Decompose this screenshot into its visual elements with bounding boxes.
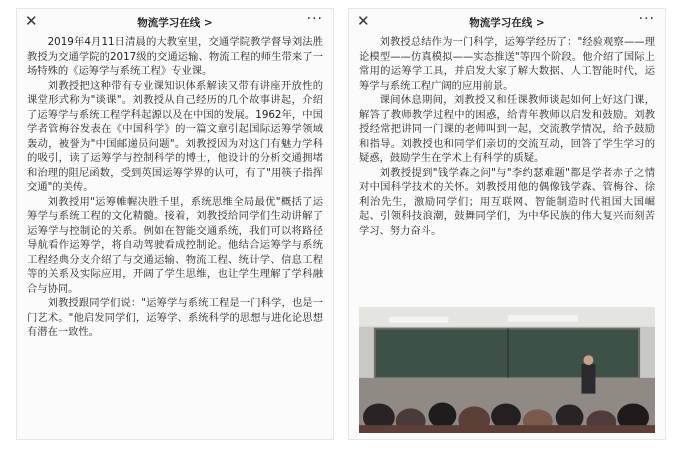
classroom-photo — [359, 307, 655, 433]
paragraph: 2019年4月11日清晨的大教室里，交通学院教学督导刘法胜教授为交通学院的2017级的交通运输、物流工程的师生带来了一场特殊的《运筹学与系统工程》专业课。 — [27, 36, 323, 77]
page-title[interactable]: 物流学习在线 > — [137, 17, 213, 29]
article-body — [349, 35, 665, 238]
right-top-bar — [349, 9, 665, 35]
right-article-panel — [348, 8, 666, 440]
more-options-icon[interactable]: ··· — [306, 11, 323, 27]
paragraph: 刘教授总结作为一门科学，运筹学经历了："经验观察——理论模型——仿真模拟——实态推送"等四个阶段。他介绍了国际上常用的运筹学工具，并启发大家了解大数据、人工智能时代，运筹学与系统工程广阔的应用前景。 — [359, 36, 655, 92]
paragraph: 刘教授用"运筹帷幄决胜千里，系统思维全局最优"概括了运筹学与系统工程的文化精髓。接着，刘教授给同学们生动讲解了运筹学与控制论的关系。例如在智能交通系统，我们可以将路径导航看作运筹学，将自动驾驶看成控制论。他结合运筹学与系统工程经典分支介绍了与交通运输、物流工程、统计学、信息工程等的关系及实际应用，开阔了学生思维，也让学生理解了学科融合与协同。 — [27, 195, 323, 295]
paragraph: 刘教授跟同学们说："运筹学与系统工程是一门科学，也是一门艺术。"他启发同学们，运筹学、系统科学的思想与进化论思想有潜在一致性。 — [27, 297, 323, 338]
left-top-bar — [17, 9, 333, 35]
page-title[interactable]: 物流学习在线 > — [469, 17, 545, 29]
more-options-icon[interactable]: ··· — [638, 11, 655, 27]
close-icon[interactable]: ✕ — [25, 12, 38, 30]
article-body — [17, 35, 333, 340]
classroom-photo-image — [359, 307, 655, 433]
paragraph: 课间休息期间，刘教授又和任课教师谈起如何上好这门课，解答了教师教学过程中的困惑，给青年教师以启发和鼓励。刘教授经常把讲同一门课的老师叫到一起，交流教学情况，给予鼓励和指导。刘教授也和同学们亲切的交流互动，回答了学生学习的疑惑，鼓励学生在学术上有科学的质疑。 — [359, 94, 655, 164]
paragraph: 刘教授提到"钱学森之问"与"李约瑟难题"都是学者赤子之情对中国科学技术的关怀。刘教授用他的偶像钱学森、管梅谷、徐利治先生，激励同学们；用互联网、智能制造时代祖国大国崛起、引领科技浪潮，鼓舞同学们，为中华民族的伟大复兴而刻苦学习、努力奋斗。 — [359, 166, 655, 237]
close-icon[interactable]: ✕ — [357, 12, 370, 30]
left-article-panel — [16, 8, 334, 440]
paragraph: 刘教授把这种带有专业课知识体系解读又带有讲座开放性的课堂形式称为"谈课"。刘教授从自己经历的几个故事讲起，介绍了运筹学与系统工程学科起源以及在中国的发展。1962年，中国学者管梅谷发表在《中国科学》的一篇文章引起国际运筹学领域轰动，被誉为"中国邮递员问题"。刘教授因为对这门有魅力学科的吸引，读了运筹学与控制科学的博士，他设计的分析交通拥堵和治理的阻尼函数，受到英国运筹学界的认可，有了"用筷子指挥交通"的美传。 — [27, 79, 323, 193]
